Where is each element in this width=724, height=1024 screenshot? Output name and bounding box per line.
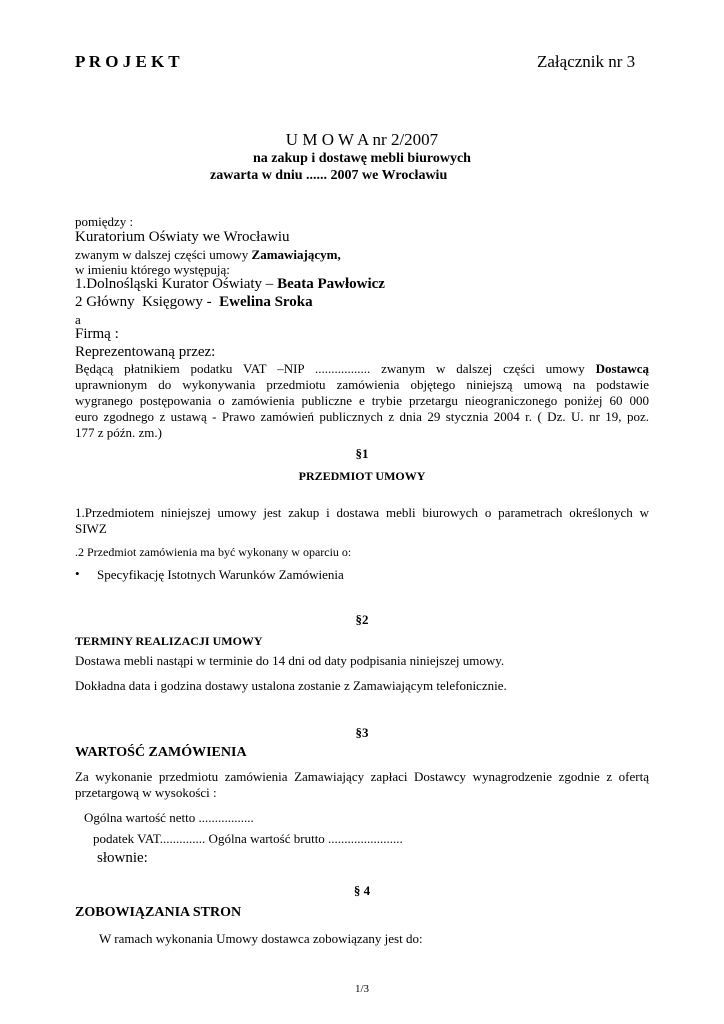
bullet-icon: • [75,566,80,581]
contract-date-place: zawarta w dniu ...... 2007 we Wrocławiu [210,168,448,183]
contract-title: U M O W A nr 2/2007 [285,130,439,149]
vat-line-1 [75,361,649,377]
attachment-number: Załącznik nr 3 [537,52,636,71]
representative-1-role: 1.Dolnośląski Kurator Oświaty – [75,276,278,292]
called-client-name: Zamawiającym, [251,247,341,262]
contract-subject [0,151,724,167]
representative-1 [75,276,385,293]
section-3-number: §3 [355,725,369,740]
section-4-heading: ZOBOWIĄZANIA STRON [75,905,242,920]
projekt-label: P R O J E K T [75,52,180,71]
organization-name: Kuratorium Oświaty we Wrocławiu [75,229,290,245]
representative-2 [75,294,313,311]
called-client-prefix: zwanym w dalszej części umowy [75,247,252,262]
section-1-number: §1 [355,446,369,461]
section-3-para-1-line-1: Za wykonanie przedmiotu zamówienia Zamawiający zapłaci Dostawcy wynagrodzenie zgodnie z ofertą [75,769,649,784]
section-1-para-1-line-2: SIWZ [75,521,107,536]
section-1-heading: PRZEDMIOT UMOWY [298,469,426,483]
representative-2-role: 2 Główny Księgowy - [75,294,220,310]
section-4-number: § 4 [353,883,371,898]
supplier-term: Dostawcą [595,361,649,376]
section-1-para-2: .2 Przedmiot zamówienia ma być wykonany w oparciu o: [75,545,352,559]
section-4-para-1: W ramach wykonania Umowy dostawca zobowiązany jest do: [99,931,423,946]
and-label: a [75,312,81,327]
called-client [75,247,341,263]
page-number: 1/3 [354,983,370,995]
vat-line-4: euro zgodnego z ustawą - Prawo zamówień publicznych z dnia 29 stycznia 2004 r. ( Dz. U. nr 19, poz. [75,409,649,424]
in-words-label: słownie: [97,850,148,866]
represented-label: Reprezentowaną przez: [75,344,216,360]
section-3-para-1-line-2: przetargową w wysokości : [75,785,217,800]
section-2-heading: TERMINY REALIZACJI UMOWY [75,634,263,648]
section-2-para-2: Dokładna data i godzina dostawy ustalona zostanie z Zamawiającym telefonicznie. [75,678,507,693]
section-2-para-1: Dostawa mebli nastąpi w terminie do 14 dni od daty podpisania niniejszej umowy. [75,653,505,668]
net-value-line: Ogólna wartość netto ................. [84,810,254,825]
section-3-heading: WARTOŚĆ ZAMÓWIENIA [75,745,247,760]
contract-subject-text: na zakup i dostawę mebli biurowych [253,151,471,166]
firm-label: Firmą : [75,326,119,342]
vat-line-3: wygranego postępowania o zamówienia publiczne e trybie przetargu nieograniczonego poniżej 60 000 [75,393,649,408]
representative-2-name: Ewelina Sroka [219,294,313,310]
vat-line-1-text: Będącą płatnikiem podatku VAT –NIP ................. zwanym w dalszej części umowy [75,361,596,376]
bullet-item: Specyfikację Istotnych Warunków Zamówienia [97,567,344,582]
vat-gross-line: podatek VAT.............. Ogólna wartość brutto ....................... [93,831,403,846]
representative-1-name: Beata Pawłowicz [277,276,385,292]
vat-line-5: 177 z późn. zm.) [75,425,163,440]
section-2-number: §2 [355,612,369,627]
between-label: pomiędzy : [75,214,134,229]
in-name-label: w imieniu którego występują: [75,262,230,277]
section-1-para-1-line-1: 1.Przedmiotem niniejszej umowy jest zakup i dostawa mebli biurowych o parametrach określonych w [75,505,649,520]
vat-line-2: uprawnionym do wykonywania przedmiotu zamówienia objętego niniejszą umową na podstawie [75,377,649,392]
